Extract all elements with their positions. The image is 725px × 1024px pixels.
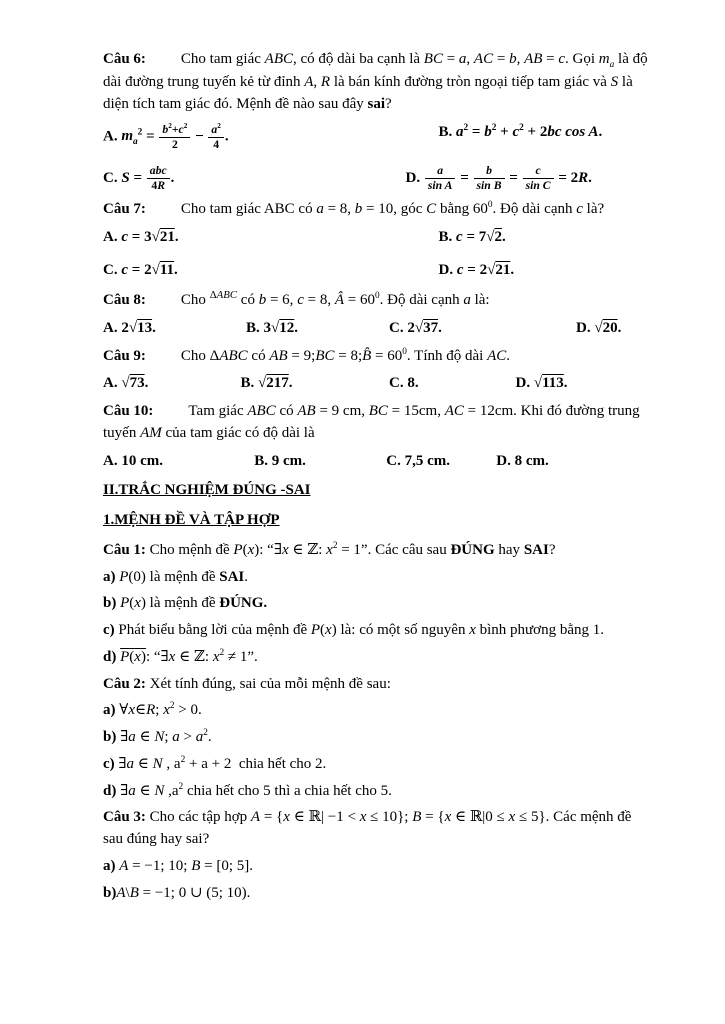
paragraph-text: P(0) là mệnh đề SAI. — [119, 568, 248, 585]
answer-option: B. 9 cm. — [254, 452, 306, 469]
section-heading: II.TRẮC NGHIỆM ĐÚNG -SAI — [103, 482, 311, 499]
answer-options-group — [103, 451, 653, 473]
answer-option: B. √217. — [240, 375, 293, 392]
question-label: Câu 8: — [103, 292, 146, 309]
paragraph-text: A\B = −1; 0 ∪ (5; 10). — [116, 884, 251, 901]
question-label: Câu 2: — [103, 675, 146, 692]
answer-option: A. √73. — [103, 375, 149, 392]
paragraph-text: Tam giác ABC có AB = 9 cm, BC = 15cm, AC = 12cm. Khi đó đường trung tuyến AM của tam giác có độ dài là — [103, 403, 640, 441]
answer-option: C. c = 2√11. — [103, 262, 178, 279]
statement-item — [103, 856, 653, 878]
statement-item — [103, 754, 653, 776]
statement-item — [103, 700, 653, 722]
answer-options-group — [103, 373, 653, 395]
statement-item — [103, 727, 653, 749]
answer-option: B. 3√12. — [246, 319, 298, 336]
question-label: Câu 6: — [103, 51, 146, 67]
paragraph-text: Xét tính đúng, sai của mỗi mệnh đề sau: — [149, 675, 391, 692]
answer-option: B. c = 7√2. — [438, 228, 506, 245]
answer-row — [103, 122, 653, 152]
answer-row — [103, 373, 653, 395]
paragraph-text: Cho các tập hợp A = {x ∈ ℝ| −1 < x ≤ 10}; B = {x ∈ ℝ|0 ≤ x ≤ 5}. Các mệnh đề sau đúng hay sai? — [103, 809, 632, 848]
paragraph-text: ∀x∈R; $x^2 > 0$. — [119, 701, 202, 719]
question-paragraph — [103, 674, 653, 696]
statement-label: b) — [103, 595, 117, 612]
statement-item — [103, 647, 653, 669]
document-content — [103, 49, 653, 904]
question-paragraph — [103, 199, 653, 221]
paragraph-text: A = −1; 10; B = [0; 5]. — [119, 857, 253, 874]
question-label: Câu 9: — [103, 347, 146, 364]
statement-item — [103, 567, 653, 589]
answer-option: D. c = 2√21. — [438, 262, 515, 279]
answer-row — [103, 260, 653, 282]
question-paragraph — [103, 49, 653, 116]
answer-options-group — [103, 122, 653, 193]
answer-options-group — [103, 318, 653, 340]
question-paragraph — [103, 346, 653, 368]
statement-label: d) — [103, 648, 117, 665]
answer-option: B. $a^2 = b^2 + c^2 + 2bc$ cos A. — [438, 122, 603, 140]
answer-option: D. √20. — [576, 319, 622, 336]
question-paragraph — [103, 807, 653, 851]
answer-option: C. 2√37. — [389, 319, 442, 336]
paragraph-text: Cho $^{\Delta ABC}$ có b = 6, c = 8, Â = $60^0$. Độ dài cạnh a là: — [180, 289, 490, 309]
statement-label: c) — [103, 755, 115, 772]
statement-item — [103, 593, 653, 615]
statement-item — [103, 781, 653, 803]
answer-row — [103, 451, 653, 473]
statement-label: b) — [103, 729, 117, 746]
answer-options-group — [103, 227, 653, 283]
answer-option: C. S = abc 4R . — [103, 163, 175, 192]
paragraph-text: ∃a ∈ N; $a > a^2$. — [120, 728, 212, 746]
answer-option: C. 8. — [389, 375, 419, 392]
statement-label: d) — [103, 782, 117, 799]
answer-option: A. $m_a^2$ = $\frac{b^2+c^2}{2}$ − $\frac{a^2}{4}$ . — [103, 121, 229, 151]
answer-option: A. c = 3√21. — [103, 228, 179, 245]
question-paragraph — [103, 540, 653, 562]
paragraph-text: Phát biểu bằng lời của mệnh đề P(x) là: có một số nguyên x bình phương bằng 1. — [118, 622, 605, 639]
answer-row — [103, 318, 653, 340]
question-paragraph — [103, 401, 653, 445]
question-label: Câu 10: — [103, 403, 154, 420]
paragraph-text: Cho ΔABC có AB = 9;BC = 8;B̂ = $60^0$. Tính độ dài AC. — [180, 346, 510, 364]
question-label: Câu 3: — [103, 809, 146, 826]
statement-label: c) — [103, 622, 115, 639]
paragraph-text: P(x) là mệnh đề ĐÚNG. — [120, 595, 268, 612]
answer-row — [103, 164, 653, 193]
statement-label: b) — [103, 884, 117, 901]
statement-item — [103, 883, 653, 905]
answer-option: D. 8 cm. — [496, 452, 549, 469]
question-label: Câu 1: — [103, 541, 146, 558]
statement-label: a) — [103, 702, 116, 719]
subsection-heading: 1.MỆNH ĐỀ VÀ TẬP HỢP — [103, 512, 280, 529]
answer-option: D. √113. — [515, 375, 568, 392]
answer-option: D. $\frac{a}{\text{sin A}}$ = $\frac{b}{\text{sin B}}$ = $\frac{c}{\text{sin C}}$ = 2R. — [405, 163, 592, 192]
answer-option: A. 2√13. — [103, 319, 156, 336]
paragraph-text: Cho mệnh đề P(x): “∃x ∈ ℤ: $x^2 = 1$”. Các câu sau ĐÚNG hay SAI? — [149, 540, 556, 558]
answer-option: C. 7,5 cm. — [386, 452, 450, 469]
paragraph-text: Cho tam giác ABC có a = 8, b = 10, góc C bằng $60^0$. Độ dài cạnh c là? — [180, 199, 605, 217]
paragraph-text: P(x): “∃x ∈ ℤ: $x^2 \ne 1$”. — [120, 647, 258, 665]
paragraph-text: ∃a ∈ N $,a^2$ chia hết cho 5 thì a chia hết cho 5. — [120, 781, 392, 799]
answer-row — [103, 227, 653, 249]
answer-option: A. 10 cm. — [103, 452, 163, 469]
statement-item — [103, 620, 653, 642]
question-label: Câu 7: — [103, 200, 146, 217]
statement-label: a) — [103, 568, 116, 585]
statement-label: a) — [103, 857, 116, 874]
question-paragraph — [103, 288, 653, 312]
paragraph-text: ∃a ∈ N , $a^2 + a + 2$ chia hết cho 2. — [118, 754, 327, 772]
paragraph-text: Cho tam giác ABC, có độ dài ba cạnh là BC = a, AC = b, AB = c. Gọi $m_a$ là độ dài đường trung tuyến kẻ từ đỉnh A, R là bán kính đường tròn ngoại tiếp tam giác và S là diện tích tam giác đó. Mệnh đề nào sau đây sai? — [103, 51, 648, 113]
